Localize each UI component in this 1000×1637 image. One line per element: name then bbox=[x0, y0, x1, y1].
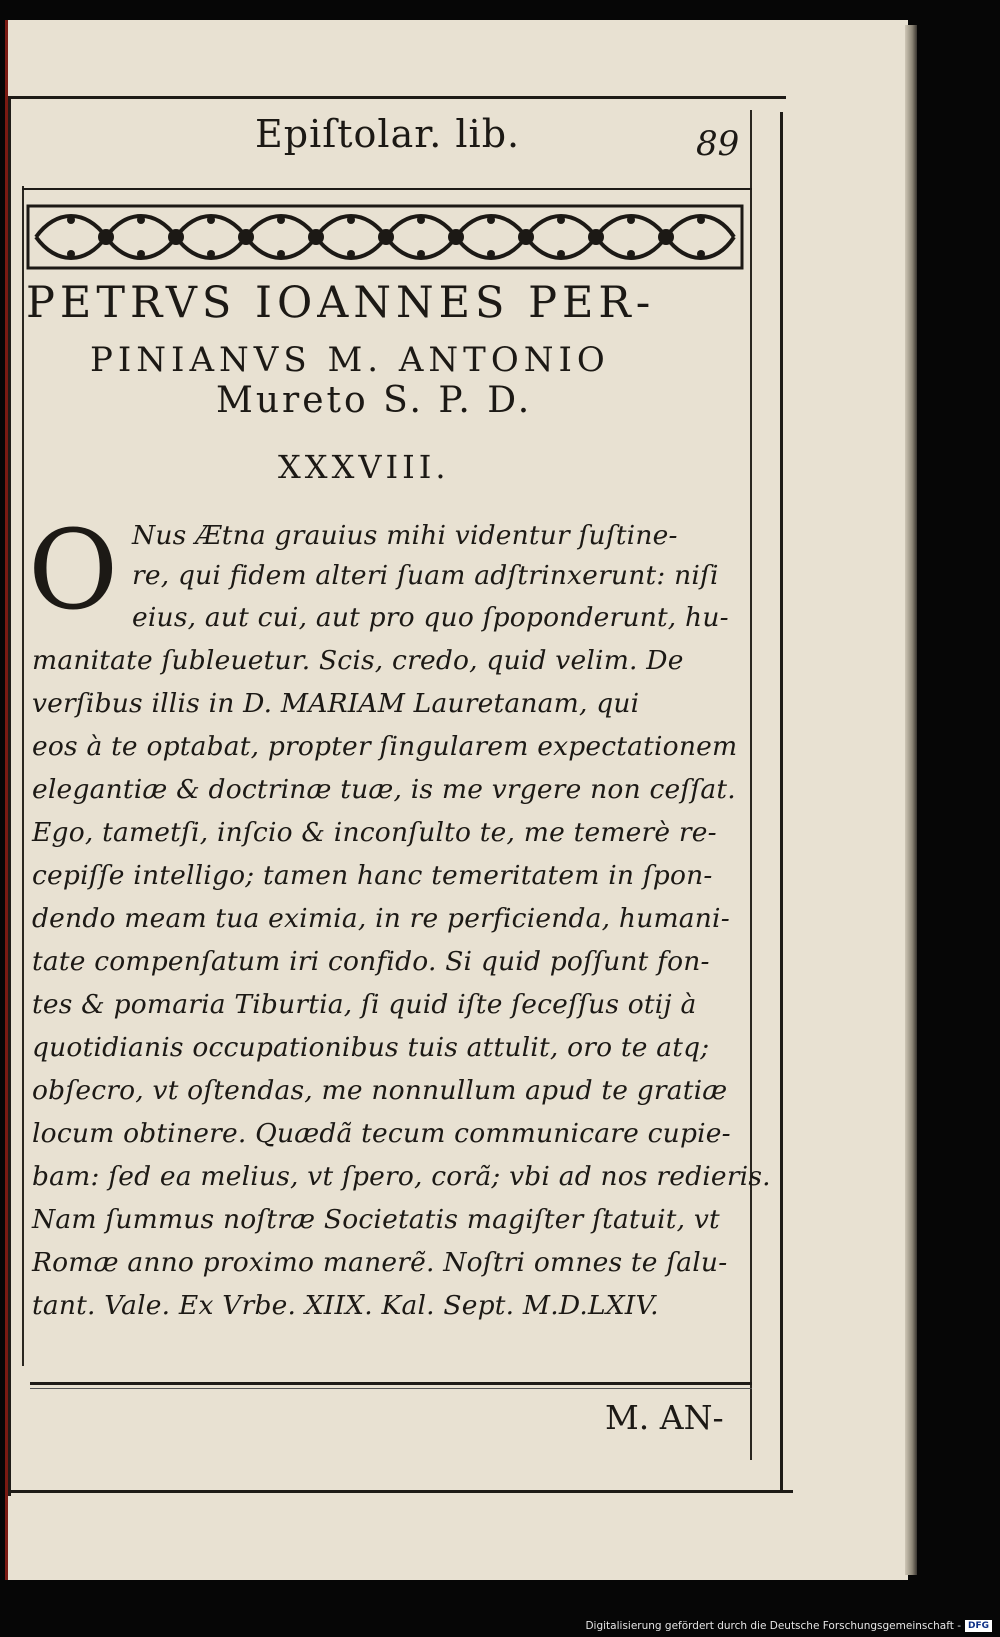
letter-line: eos à te optabat, propter ſingularem expectationem bbox=[32, 731, 738, 762]
letter-heading-line-3: Mureto S. P. D. bbox=[216, 380, 533, 421]
drop-initial: O bbox=[28, 506, 119, 634]
letter-line: re, qui fidem alteri ſuam adſtrinxerunt: niſi bbox=[132, 560, 719, 591]
letter-number: XXXVIII. bbox=[278, 448, 450, 486]
letter-line: eius, aut cui, aut pro quo ſpoponderunt, hu- bbox=[132, 602, 729, 633]
credit-text: Digitalisierung gefördert durch die Deutsche Forschungsgemeinschaft - bbox=[585, 1620, 961, 1632]
letter-line: tate compenſatum iri confido. Si quid poſſunt fon- bbox=[32, 946, 710, 977]
letter-heading-line-2: PINIANVS M. ANTONIO bbox=[90, 340, 610, 380]
letter-line: Romæ anno proximo manerẽ. Noſtri omnes te ſalu- bbox=[32, 1247, 728, 1278]
digitization-credit bbox=[585, 1619, 992, 1633]
letter-line: cepiſſe intelligo; tamen hanc temeritatem in ſpon- bbox=[32, 860, 713, 891]
closing-rule bbox=[30, 1382, 752, 1385]
letter-line: Nam ſummus noſtræ Societatis magiſter ſtatuit, vt bbox=[32, 1204, 720, 1235]
letter-line: dendo meam tua eximia, in re perficienda, humani- bbox=[32, 903, 730, 934]
running-head-title: Epiſtolar. lib. bbox=[255, 112, 521, 156]
letter-line: obſecro, vt oſtendas, me nonnullum apud te gratiæ bbox=[32, 1075, 728, 1106]
page-edge bbox=[905, 25, 917, 1575]
letter-line: bam: ſed ea melius, vt ſpero, corã; vbi ad nos redieris. bbox=[32, 1161, 771, 1192]
letter-line: elegantiæ & doctrinæ tuæ, is me vrgere non ceſſat. bbox=[32, 774, 736, 805]
floral-ornament-icon bbox=[26, 204, 744, 270]
inner-rule-right bbox=[750, 110, 752, 1460]
frame-rule-left bbox=[8, 96, 11, 1496]
catchword: M. AN- bbox=[605, 1398, 724, 1437]
letter-line: verſibus illis in D. MARIAM Lauretanam, qui bbox=[32, 688, 640, 719]
running-head-rule bbox=[22, 188, 752, 190]
frame-rule-right bbox=[780, 112, 783, 1492]
letter-line: tant. Vale. Ex Vrbe. XIIX. Kal. Sept. M.D.LXIV. bbox=[32, 1290, 659, 1321]
letter-line: manitate ſubleuetur. Scis, credo, quid velim. De bbox=[32, 645, 684, 676]
dfg-logo-icon: DFG bbox=[965, 1620, 992, 1632]
letter-line: tes & pomaria Tiburtia, ſi quid iſte ſeceſſus otij à bbox=[32, 989, 697, 1020]
page-number: 89 bbox=[696, 124, 740, 164]
letter-line: locum obtinere. Quædã tecum communicare cupie- bbox=[32, 1118, 731, 1149]
inner-rule-left bbox=[22, 186, 24, 1366]
letter-line: Ego, tametſi, inſcio & inconſulto te, me temerè re- bbox=[32, 817, 717, 848]
closing-rule-thin bbox=[30, 1388, 752, 1389]
letter-heading-line-1: PETRVS IOANNES PER- bbox=[26, 278, 656, 328]
frame-rule-top bbox=[8, 96, 786, 99]
letter-line: Nus Ætna grauius mihi videntur ſuſtine- bbox=[132, 520, 678, 551]
letter-line: quotidianis occupationibus tuis attulit, oro te atq; bbox=[32, 1032, 710, 1063]
frame-rule-bottom bbox=[8, 1490, 793, 1493]
